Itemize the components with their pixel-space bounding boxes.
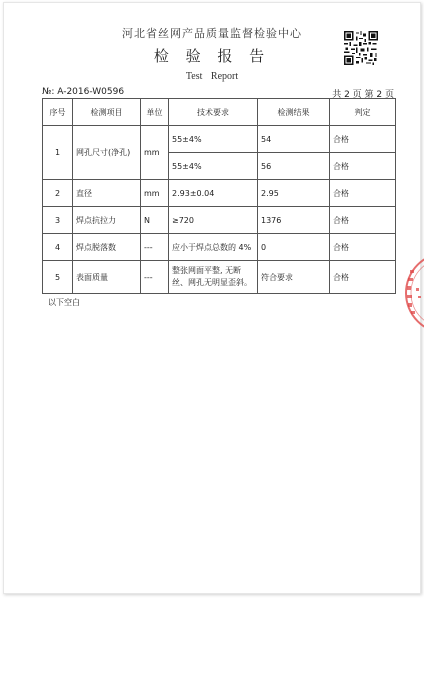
row-requirement: 55±4% <box>169 126 258 153</box>
blank-below-note: 以下空白 <box>48 298 80 307</box>
table-row <box>43 234 396 261</box>
row-result: 54 <box>258 126 330 153</box>
header-item: 检测项目 <box>73 99 141 126</box>
row-item: 直径 <box>73 180 141 207</box>
row-unit: mm <box>141 180 169 207</box>
row-item: 表面质量 <box>73 261 141 294</box>
row-requirement: 2.93±0.04 <box>169 180 258 207</box>
row-result: 56 <box>258 153 330 180</box>
row-item: 焊点抗拉力 <box>73 207 141 234</box>
report-number: №: A-2016-W0596 <box>42 87 125 97</box>
header-requirement: 技术要求 <box>169 99 258 126</box>
header-verdict: 判定 <box>330 99 396 126</box>
row-number: 3 <box>43 207 73 234</box>
report-page <box>3 2 421 594</box>
row-requirement: ≥720 <box>169 207 258 234</box>
organization-name: 河北省丝网产品质量监督检验中心 <box>122 27 302 40</box>
row-unit: --- <box>141 261 169 294</box>
report-title: 检 验 报 告 <box>153 47 271 65</box>
row-number: 1 <box>43 126 73 180</box>
row-verdict: 合格 <box>330 207 396 234</box>
row-result: 1376 <box>258 207 330 234</box>
official-seal-icon <box>402 248 424 338</box>
row-number: 5 <box>43 261 73 294</box>
header-no: 序号 <box>43 99 73 126</box>
row-unit: --- <box>141 234 169 261</box>
page-info: 共 2 页 第 2 页 <box>332 90 394 100</box>
row-verdict: 合格 <box>330 234 396 261</box>
table-row <box>43 261 396 294</box>
row-verdict: 合格 <box>330 180 396 207</box>
row-item: 网孔尺寸(净孔) <box>73 126 141 180</box>
row-number: 4 <box>43 234 73 261</box>
header-result: 检测结果 <box>258 99 330 126</box>
row-result: 符合要求 <box>258 261 330 294</box>
results-table <box>42 98 396 294</box>
row-requirement: 整张网面平整, 无断丝、网孔无明显歪斜。 <box>169 261 258 294</box>
row-result: 2.95 <box>258 180 330 207</box>
row-verdict: 合格 <box>330 261 396 294</box>
table-row <box>43 126 396 153</box>
row-verdict: 合格 <box>330 153 396 180</box>
row-item: 焊点脱落数 <box>73 234 141 261</box>
table-header-row <box>43 99 396 126</box>
report-subtitle: Test Report <box>185 71 239 82</box>
row-result: 0 <box>258 234 330 261</box>
row-requirement: 应小于焊点总数的 4% <box>169 234 258 261</box>
table-row <box>43 180 396 207</box>
row-requirement: 55±4% <box>169 153 258 180</box>
row-unit: N <box>141 207 169 234</box>
header-unit: 单位 <box>141 99 169 126</box>
row-verdict: 合格 <box>330 126 396 153</box>
qr-code-icon <box>344 31 378 65</box>
row-unit: mm <box>141 126 169 180</box>
table-row <box>43 207 396 234</box>
row-number: 2 <box>43 180 73 207</box>
